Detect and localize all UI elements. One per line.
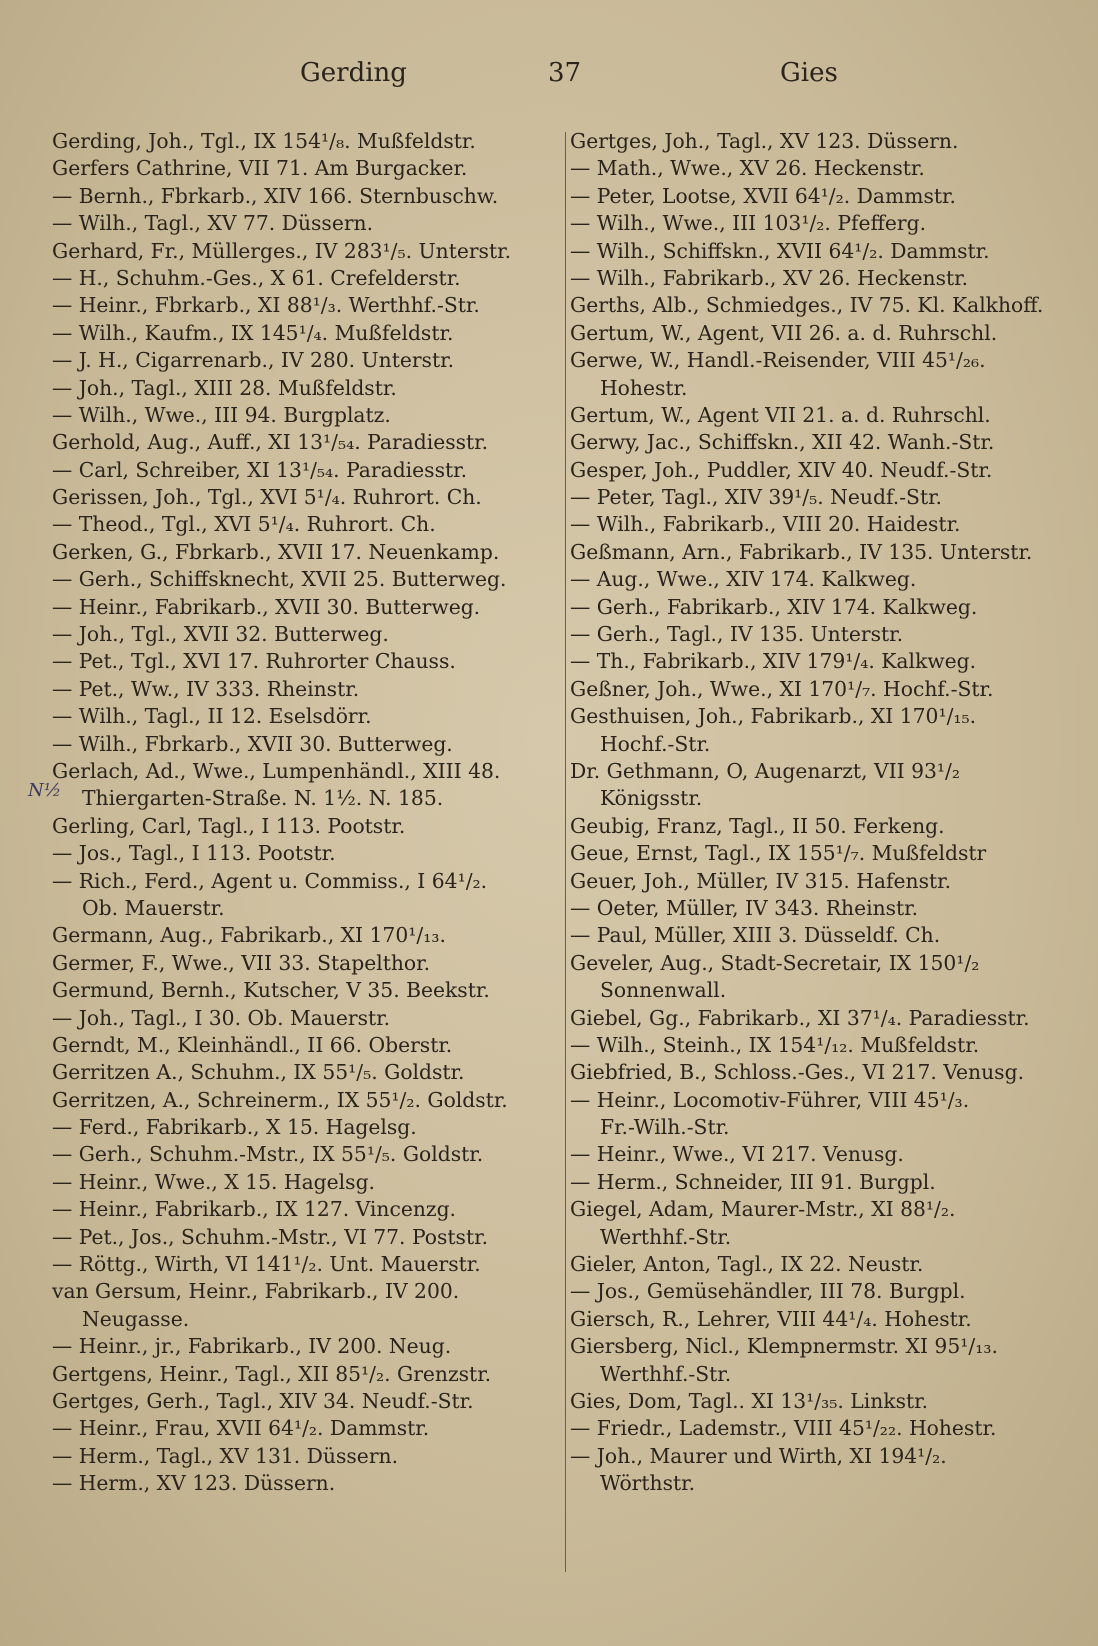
directory-entry: — Friedr., Lademstr., VIII 45¹/₂₂. Hohestr. (570, 1416, 997, 1441)
directory-entry: — Heinr., Wwe., X 15. Hagelsg. (52, 1169, 375, 1194)
directory-entry: Gerritzen, A., Schreinerm., IX 55¹/₂. Goldstr. (52, 1087, 508, 1112)
directory-entry: Geubig, Franz, Tagl., II 50. Ferkeng. (570, 813, 945, 838)
directory-entry: Gerwe, W., Handl.-Reisender, VIII 45¹/₂₆. (570, 348, 986, 373)
directory-entry: — Joh., Tagl., I 30. Ob. Mauerstr. (52, 1005, 391, 1030)
directory-entry: Germann, Aug., Fabrikarb., XI 170¹/₁₃. (52, 923, 446, 948)
directory-entry: — Wilh., Tagl., II 12. Eselsdörr. (52, 704, 372, 729)
directory-entry: Gesper, Joh., Puddler, XIV 40. Neudf.-Str. (570, 457, 993, 482)
directory-entry: — Röttg., Wirth, VI 141¹/₂. Unt. Mauerstr. (52, 1252, 481, 1277)
directory-entry: Gerken, G., Fbrkarb., XVII 17. Neuenkamp. (52, 539, 500, 564)
directory-entry: — Wilh., Fbrkarb., XVII 30. Butterweg. (52, 731, 453, 756)
directory-entry: — Joh., Tagl., XIII 28. Mußfeldstr. (52, 375, 397, 400)
directory-entry: Gerritzen A., Schuhm., IX 55¹/₅. Goldstr. (52, 1060, 465, 1085)
directory-entry: — Pet., Tgl., XVI 17. Ruhrorter Chauss. (52, 649, 456, 674)
header-right-keyword: Gies (780, 58, 838, 88)
directory-entry: Geuer, Joh., Müller, IV 315. Hafenstr. (570, 868, 952, 893)
directory-entry: — Joh., Maurer und Wirth, XI 194¹/₂. (570, 1443, 947, 1468)
directory-entry: — Rich., Ferd., Agent u. Commiss., I 64¹/₂. (52, 868, 488, 893)
directory-entry: — Herm., Tagl., XV 131. Düssern. (52, 1443, 399, 1468)
entry-continuation: Sonnenwall. (600, 978, 727, 1003)
directory-entry: Gertgens, Heinr., Tagl., XII 85¹/₂. Grenzstr. (52, 1361, 492, 1386)
directory-entry: Giebfried, B., Schloss.-Ges., VI 217. Venusg. (570, 1060, 1025, 1085)
directory-entry: Gieler, Anton, Tagl., IX 22. Neustr. (570, 1252, 924, 1277)
directory-entry: — Joh., Tgl., XVII 32. Butterweg. (52, 622, 389, 647)
directory-entry: — Wilh., Wwe., III 103¹/₂. Pfefferg. (570, 211, 927, 236)
directory-entry: Gerfers Cathrine, VII 71. Am Burgacker. (52, 156, 468, 181)
directory-entry: Gerhold, Aug., Auff., XI 13¹/₅₄. Paradiesstr. (52, 430, 489, 455)
directory-entry: — Peter, Tagl., XIV 39¹/₅. Neudf.-Str. (570, 485, 943, 510)
directory-entry: — Wilh., Schiffskn., XVII 64¹/₂. Dammstr. (570, 238, 990, 263)
directory-entry: — Paul, Müller, XIII 3. Düsseldf. Ch. (570, 923, 941, 948)
directory-entry: Gesthuisen, Joh., Fabrikarb., XI 170¹/₁₅. (570, 704, 977, 729)
directory-entry: — Heinr., Fabrikarb., XVII 30. Butterweg. (52, 594, 481, 619)
directory-entry: Germund, Bernh., Kutscher, V 35. Beekstr. (52, 978, 490, 1003)
directory-entry: — Herm., XV 123. Düssern. (52, 1471, 336, 1496)
directory-entry: — Oeter, Müller, IV 343. Rheinstr. (570, 895, 919, 920)
directory-entry: — Gerh., Tagl., IV 135. Unterstr. (570, 622, 904, 647)
right-column (570, 128, 1070, 1618)
directory-entry: — Math., Wwe., XV 26. Heckenstr. (570, 156, 925, 181)
entry-continuation: Königsstr. (600, 786, 703, 811)
directory-entry: Geßner, Joh., Wwe., XI 170¹/₇. Hochf.-Str. (570, 676, 994, 701)
directory-entry: — Heinr., Wwe., VI 217. Venusg. (570, 1142, 904, 1167)
directory-entry: — Heinr., Fbrkarb., XI 88¹/₃. Werthhf.-Str. (52, 293, 480, 318)
directory-entry: — Wilh., Fabrikarb., XV 26. Heckenstr. (570, 265, 969, 290)
directory-entry: — Ferd., Fabrikarb., X 15. Hagelsg. (52, 1115, 417, 1140)
directory-entry: van Gersum, Heinr., Fabrikarb., IV 200. (52, 1279, 460, 1304)
directory-entry: Gerling, Carl, Tagl., I 113. Pootstr. (52, 813, 406, 838)
directory-entry: Dr. Gethmann, O, Augenarzt, VII 93¹/₂ (570, 758, 960, 783)
running-head (0, 58, 1098, 98)
directory-entry: — Wilh., Kaufm., IX 145¹/₄. Mußfeldstr. (52, 320, 454, 345)
entry-continuation: Hochf.-Str. (600, 731, 711, 756)
directory-entry: Geßmann, Arn., Fabrikarb., IV 135. Unterstr. (570, 539, 1033, 564)
entry-continuation: Fr.-Wilh.-Str. (600, 1115, 730, 1140)
directory-entry: Gerissen, Joh., Tgl., XVI 5¹/₄. Ruhrort. Ch. (52, 485, 482, 510)
directory-entry: — Th., Fabrikarb., XIV 179¹/₄. Kalkweg. (570, 649, 977, 674)
directory-entry: Giebel, Gg., Fabrikarb., XI 37¹/₄. Paradiesstr. (570, 1005, 1030, 1030)
directory-entry: Gertges, Joh., Tagl., XV 123. Düssern. (570, 129, 959, 153)
directory-entry: Gerlach, Ad., Wwe., Lumpenhändl., XIII 48. (52, 758, 501, 783)
directory-entry: — Wilh., Tagl., XV 77. Düssern. (52, 211, 374, 236)
directory-entry: Gertum, W., Agent VII 21. a. d. Ruhrschl. (570, 402, 991, 427)
handwritten-margin-note: N½ (28, 780, 62, 801)
entry-continuation: Thiergarten-Straße. N. 1½. N. 185. (82, 786, 444, 811)
directory-entry: — Gerh., Schuhm.-Mstr., IX 55¹/₅. Goldstr. (52, 1142, 484, 1167)
directory-entry: Gertum, W., Agent, VII 26. a. d. Ruhrschl. (570, 320, 998, 345)
header-left-keyword: Gerding (300, 58, 407, 88)
column-divider (565, 132, 566, 1572)
directory-entry: — Heinr., Frau, XVII 64¹/₂. Dammstr. (52, 1416, 430, 1441)
directory-entry: Giersch, R., Lehrer, VIII 44¹/₄. Hohestr. (570, 1306, 972, 1331)
directory-entry: — Heinr., Fabrikarb., IX 127. Vincenzg. (52, 1197, 456, 1222)
directory-entry: Giersberg, Nicl., Klempnermstr. XI 95¹/₁₃. (570, 1334, 998, 1359)
directory-entry: Gerding, Joh., Tgl., IX 154¹/₈. Mußfeldstr. (52, 129, 476, 153)
directory-entry: — Wilh., Wwe., III 94. Burgplatz. (52, 402, 391, 427)
directory-entry: Gerndt, M., Kleinhändl., II 66. Oberstr. (52, 1032, 453, 1057)
directory-entry: — Heinr., Locomotiv-Führer, VIII 45¹/₃. (570, 1087, 970, 1112)
page-number: 37 (548, 58, 582, 88)
directory-entry: — Pet., Jos., Schuhm.-Mstr., VI 77. Poststr. (52, 1224, 489, 1249)
directory-entry: — Pet., Ww., IV 333. Rheinstr. (52, 676, 360, 701)
directory-entry: Gerhard, Fr., Müllerges., IV 283¹/₅. Unterstr. (52, 238, 512, 263)
directory-entry: — Bernh., Fbrkarb., XIV 166. Sternbuschw. (52, 183, 499, 208)
directory-entry: Geue, Ernst, Tagl., IX 155¹/₇. Mußfeldstr (570, 841, 987, 866)
directory-entry: — Wilh., Fabrikarb., VIII 20. Haidestr. (570, 512, 961, 537)
directory-columns (52, 128, 1072, 1628)
entry-continuation: Wörthstr. (600, 1471, 696, 1496)
directory-entry: — Wilh., Steinh., IX 154¹/₁₂. Mußfeldstr. (570, 1032, 980, 1057)
directory-entry: — Aug., Wwe., XIV 174. Kalkweg. (570, 567, 917, 592)
directory-entry: — J. H., Cigarrenarb., IV 280. Unterstr. (52, 348, 455, 373)
entry-continuation: Hohestr. (600, 375, 688, 400)
directory-entry: Gerths, Alb., Schmiedges., IV 75. Kl. Kalkhoff. (570, 293, 1044, 318)
directory-entry: Geveler, Aug., Stadt-Secretair, IX 150¹/₂ (570, 950, 980, 975)
directory-entry: Gies, Dom, Tagl.. XI 13¹/₃₅. Linkstr. (570, 1388, 929, 1413)
directory-entry: — Peter, Lootse, XVII 64¹/₂. Dammstr. (570, 183, 956, 208)
entry-continuation: Werthhf.-Str. (600, 1361, 732, 1386)
directory-entry: — Theod., Tgl., XVI 5¹/₄. Ruhrort. Ch. (52, 512, 436, 537)
directory-entry: — Jos., Tagl., I 113. Pootstr. (52, 841, 336, 866)
directory-entry: — Heinr., jr., Fabrikarb., IV 200. Neug. (52, 1334, 452, 1359)
directory-entry: — Herm., Schneider, III 91. Burgpl. (570, 1169, 936, 1194)
directory-entry: Gertges, Gerh., Tagl., XIV 34. Neudf.-Str. (52, 1388, 474, 1413)
entry-continuation: Neugasse. (82, 1306, 190, 1331)
directory-entry: Gerwy, Jac., Schiffskn., XII 42. Wanh.-Str. (570, 430, 995, 455)
directory-entry: Giegel, Adam, Maurer-Mstr., XI 88¹/₂. (570, 1197, 956, 1222)
directory-entry: Germer, F., Wwe., VII 33. Stapelthor. (52, 950, 431, 975)
directory-entry: — H., Schuhm.-Ges., X 61. Crefelderstr. (52, 265, 461, 290)
directory-entry: — Gerh., Fabrikarb., XIV 174. Kalkweg. (570, 594, 978, 619)
directory-entry: — Gerh., Schiffsknecht, XVII 25. Butterweg. (52, 567, 507, 592)
entry-continuation: Ob. Mauerstr. (82, 895, 225, 920)
entry-continuation: Werthhf.-Str. (600, 1224, 732, 1249)
left-column (52, 128, 562, 1618)
directory-entry: — Jos., Gemüsehändler, III 78. Burgpl. (570, 1279, 966, 1304)
directory-entry: — Carl, Schreiber, XI 13¹/₅₄. Paradiesstr. (52, 457, 468, 482)
